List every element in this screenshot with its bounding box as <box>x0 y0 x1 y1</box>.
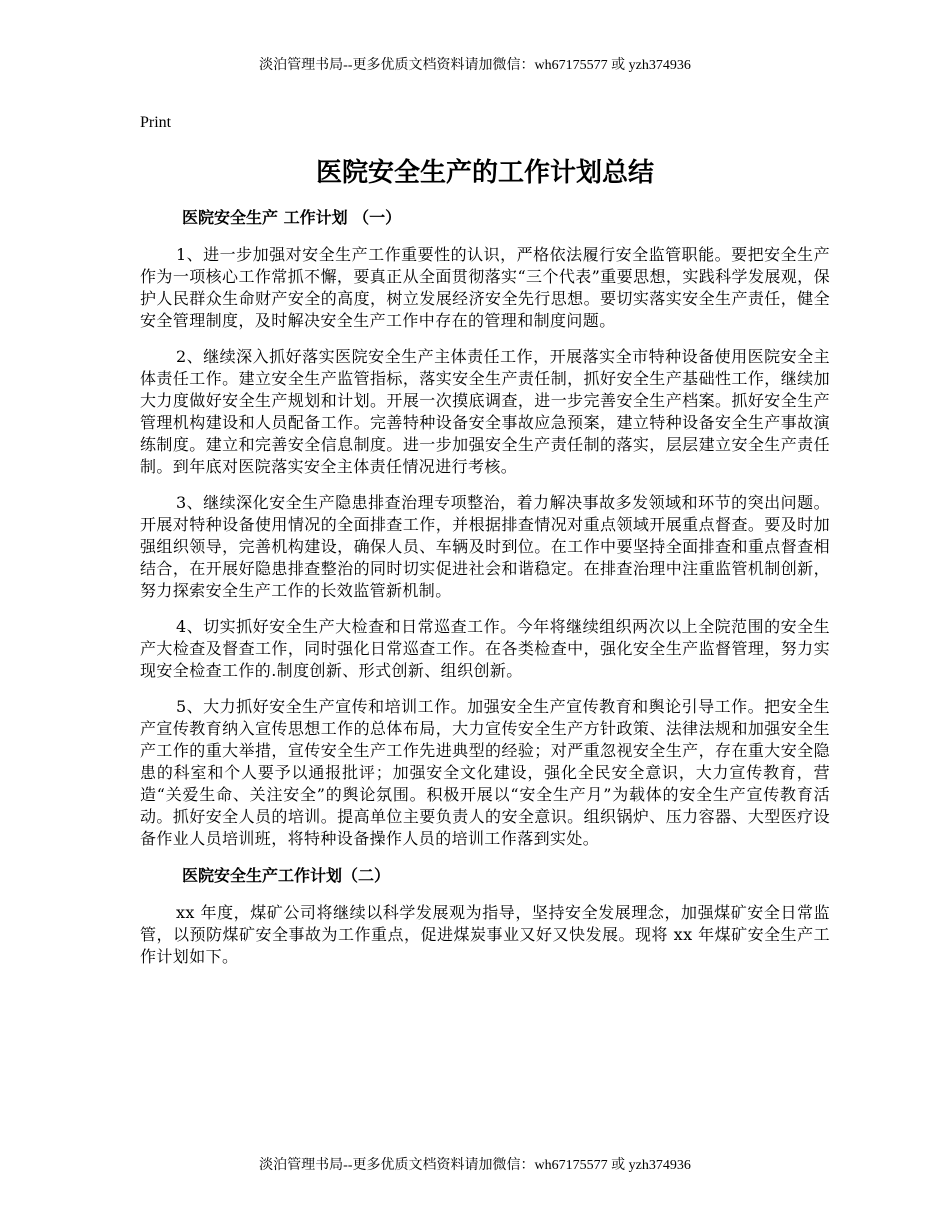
page-header: 淡泊管理书局--更多优质文档资料请加微信：wh67175577 或 yzh374936 <box>259 58 691 73</box>
paragraph-1-2: 2、继续深入抓好落实医院安全生产主体责任工作，开展落实全市特种设备使用医院安全主体责任工作。建立安全生产监管指标，落实安全生产责任制，抓好安全生产基础性工作，继续加大力度做好安全生产规划和计划。开展一次摸底调查，进一步完善安全生产档案。抓好安全生产管理机构建设和人员配备工作。完善特种设备安全事故应急预案，建立特种设备安全生产事故演练制度。建立和完善安全信息制度。进一步加强安全生产责任制的落实，层层建立安全生产责任制。到年底对医院落实安全主体责任情况进行考核。 <box>140 347 830 476</box>
page-footer: 淡泊管理书局--更多优质文档资料请加微信：wh67175577 或 yzh374936 <box>259 1158 691 1173</box>
paragraph-1-3: 3、继续深化安全生产隐患排查治理专项整治，着力解决事故多发领域和环节的突出问题。开展对特种设备使用情况的全面排查工作，并根据排查情况对重点领域开展重点督查。要及时加强组织领导，完善机构建设，确保人员、车辆及时到位。在工作中要坚持全面排查和重点督查相结合，在开展好隐患排查整治的同时切实促进社会和谐稳定。在排查治理中注重监管机制创新，努力探索安全生产工作的长效监管新机制。 <box>140 493 830 600</box>
section-heading-1: 医院安全生产 工作计划 （一） <box>182 208 402 227</box>
paragraph-2-1: xx 年度，煤矿公司将继续以科学发展观为指导，坚持安全发展理念，加强煤矿安全日常监管，以预防煤矿安全事故为工作重点，促进煤炭事业又好又快发展。现将 xx 年煤矿安全生产工作计划如下。 <box>140 903 830 966</box>
paragraph-1-4: 4、切实抓好安全生产大检查和日常巡查工作。今年将继续组织两次以上全院范围的安全生产大检查及督查工作，同时强化日常巡查工作。在各类检查中，强化安全生产监督管理，努力实现安全检查工作的.制度创新、形式创新、组织创新。 <box>140 617 830 680</box>
document-body <box>140 112 830 982</box>
section-heading-2: 医院安全生产工作计划（二） <box>182 866 391 885</box>
document-title: 医院安全生产的工作计划总结 <box>315 158 654 188</box>
paragraph-1-5: 5、大力抓好安全生产宣传和培训工作。加强安全生产宣传教育和舆论引导工作。把安全生产宣传教育纳入宣传思想工作的总体布局，大力宣传安全生产方针政策、法律法规和加强安全生产工作的重大举措，宣传安全生产工作先进典型的经验；对严重忽视安全生产，存在重大安全隐患的科室和个人要予以通报批评；加强安全文化建设，强化全民安全意识，大力宣传教育，营造“关爱生命、关注安全”的舆论氛围。积极开展以“安全生产月”为载体的安全生产宣传教育活动。抓好安全人员的培训。提高单位主要负责人的安全意识。组织锅炉、压力容器、大型医疗设备作业人员培训班，将特种设备操作人员的培训工作落到实处。 <box>140 697 830 848</box>
print-label: Print <box>140 114 172 131</box>
paragraph-1-1: 1、进一步加强对安全生产工作重要性的认识，严格依法履行安全监管职能。要把安全生产作为一项核心工作常抓不懈，要真正从全面贯彻落实“三个代表”重要思想，实践科学发展观，保护人民群众生命财产安全的高度，树立发展经济安全先行思想。要切实落实安全生产责任，健全安全管理制度，及时解决安全生产工作中存在的管理和制度问题。 <box>140 245 830 330</box>
